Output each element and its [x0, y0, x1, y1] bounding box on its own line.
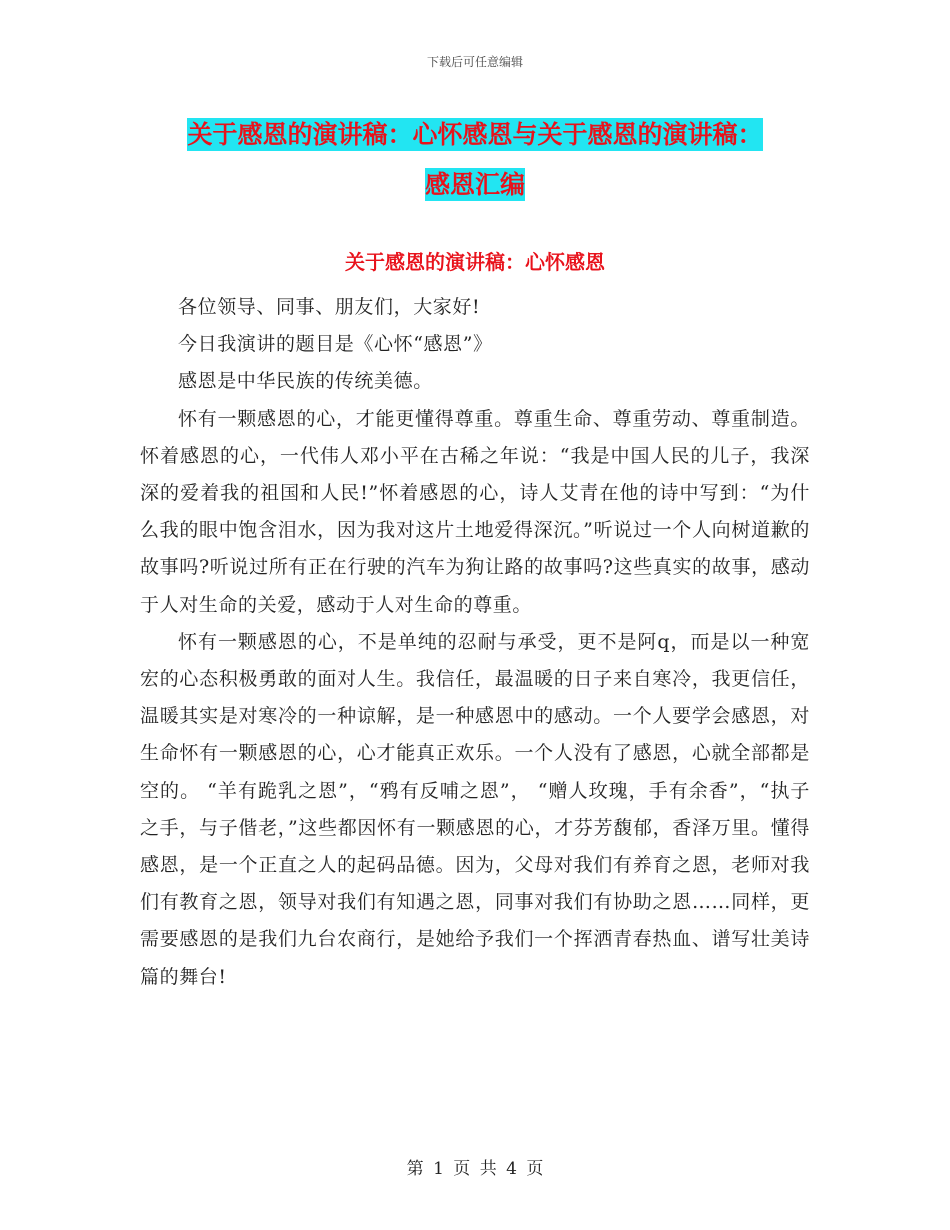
document-body [140, 289, 810, 996]
section-heading: 关于感恩的演讲稿：心怀感恩 [345, 250, 605, 274]
page-header: 下载后可任意编辑 [426, 55, 523, 69]
paragraph: 各位领导、同事、朋友们，大家好! [178, 296, 481, 318]
paragraph: 今日我演讲的题目是《心怀“感恩”》 [178, 333, 493, 356]
paragraph: 感恩是中华民族的传统美德。 [178, 370, 433, 393]
page-footer: 第 1 页 共 4 页 [406, 1159, 544, 1179]
paragraph: 怀有一颗感恩的心，不是单纯的忍耐与承受，更不是阿q，而是以一种宽宏的心态积极勇敢的面对人生。我信任，最温暖的日子来自寒冷，我更信任，温暖其实是对寒冷的一种谅解，是一种感恩中的感动。一个人要学会感恩，对生命怀有一颗感恩的心，心才能真正欢乐。一个人没有了感恩，心就全部都是空的。 “羊有跪乳之恩”，“鸦有反哺之恩”， “赠人玫瑰，手有余香”，“执子之手，与子偕老，”这些都因怀有一颗感恩的心，才芬芳馥郁，香泽万里。懂得感恩，是一个正直之人的起码品德。因为，父母对我们有养育之恩，老师对我们有教育之恩，领导对我们有知遇之恩，同事对我们有协助之恩……同样，更需要感恩的是我们九台农商行，是她给予我们一个挥洒青春热血、谱写壮美诗篇的舞台! [140, 630, 810, 988]
paragraph: 怀有一颗感恩的心，才能更懂得尊重。尊重生命、尊重劳动、尊重制造。怀着感恩的心，一代伟人邓小平在古稀之年说：“我是中国人民的儿子，我深深的爱着我的祖国和人民!”怀着感恩的心，诗人艾青在他的诗中写到：“为什么我的眼中饱含泪水，因为我对这片土地爱得深沉。”听说过一个人向树道歉的故事吗?听说过所有正在行驶的汽车为狗让路的故事吗?这些真实的故事，感动于人对生命的关爱，感动于人对生命的尊重。 [140, 407, 810, 616]
document-title [140, 110, 810, 210]
title-line-1: 关于感恩的演讲稿：心怀感恩与关于感恩的演讲稿： [187, 120, 763, 149]
title-line-2: 感恩汇编 [424, 170, 525, 199]
